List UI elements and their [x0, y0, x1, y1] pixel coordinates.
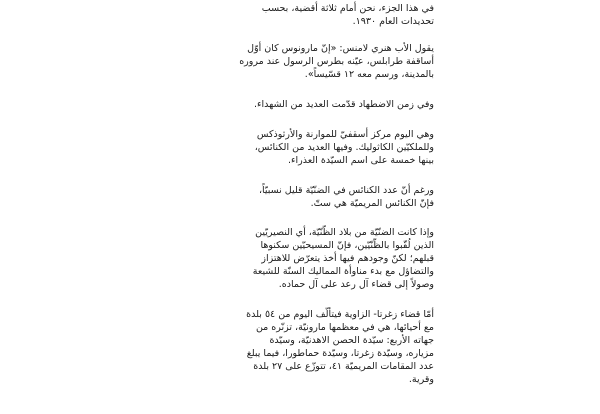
text-line: ورغم أنّ عدد الكنائس في الضنّيّة قليل نسبيّاً، [258, 185, 434, 196]
text-line: وللملكيّين الكاثوليك. وفيها العديد من الكنائس، [254, 142, 434, 153]
text-line: جهاته الأربع: سيّدة الحصن الاهدنيّة، وسيّدة [269, 335, 434, 346]
paragraph-1 [198, 2, 434, 28]
text-line: الذين لُقّبوا بالظّنّيّين، فإنّ المسيحيّين سكنوها [260, 240, 434, 251]
text-line: يقول الأب هنري لامنس: «إنّ مارونوس كان أوّل [247, 43, 434, 54]
text-line: قبلهم؛ لكنّ وجودهم فيها أخذ يتعرّض للاهتزاز [261, 253, 434, 264]
paragraph-2 [198, 42, 434, 81]
text-line: أمّا قضاء زغرتا- الزاوية فيتألّف اليوم من ٥٤ بلدة [246, 309, 434, 320]
text-line: وهي اليوم مركز أسقفيّ للموارنة والأرثوذكس [256, 129, 434, 140]
paragraph-4 [198, 128, 434, 167]
text-line: بينها خمسة على اسم السيّدة العذراء. [288, 155, 434, 166]
text-line: مزياره، وسيّدة زغرتا، وسيّدة حماطورا، فيما يبلغ [246, 348, 434, 359]
text-line: أساقفة طرابلس، عيّنه بطرس الرسول عند مروره [239, 56, 434, 67]
paragraph-3 [198, 98, 434, 111]
text-line: بالمدينة، ورسم معه ١٢ قسّيساً». [304, 69, 434, 80]
paragraph-5 [198, 184, 434, 210]
text-line: وفي زمن الاضطهاد قدّمت العديد من الشهداء. [254, 99, 434, 110]
text-line: وصولاً إلى قضاء آل رعد على آل حماده. [278, 279, 434, 290]
text-line: والتضاؤل مع بدء مناوأة المماليك السنّة للشيعة [252, 266, 434, 277]
paragraph-6 [198, 226, 434, 291]
text-line: تحديدات العام ١٩٣٠. [352, 16, 434, 27]
text-line: فإنّ الكنائس المريميّة هي ستّ. [310, 198, 434, 209]
text-line: عدد المقامات المريميّة ٤١، تتوزّع على ٢٧ بلدة [253, 361, 434, 372]
document-page [198, 0, 434, 414]
paragraph-7 [198, 308, 434, 386]
text-line: وقرية. [408, 374, 434, 385]
text-line: في هذا الجزء، نحن أمام ثلاثة أقضية، بحسب [261, 3, 434, 14]
text-line: وإذا كانت الضنّيّة من بلاد الظّنّيّة، أي النصيريّين [255, 227, 434, 238]
text-line: مع أحيائها، هي في معظمها مارونيّة، تزنّره من [255, 322, 434, 333]
